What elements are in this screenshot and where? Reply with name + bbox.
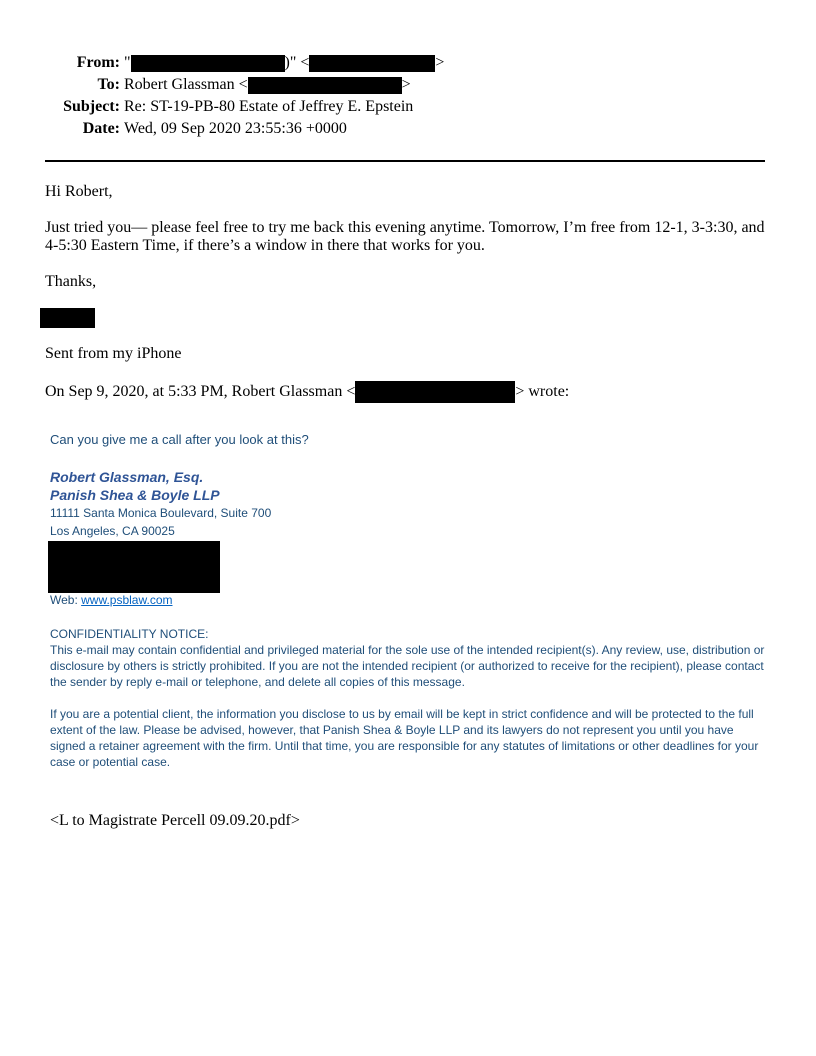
date-label: Date: <box>82 120 120 137</box>
date-value: Wed, 09 Sep 2020 23:55:36 +0000 <box>124 120 347 137</box>
redaction-box <box>355 381 515 403</box>
website-link[interactable]: www.psblaw.com <box>81 593 173 607</box>
client-notice: If you are a potential client, the information you disclose to us by email will be kept in strict confidence and will be protected to the full extent of the law. Please be advised, however, that Panish Shea & Boyle LLP and its lawyers do not represent you until you have signed a retainer agreement with the firm. Until that time, you are responsible for any statutes of limitations or other deadlines for your case or potential case. <box>50 707 759 769</box>
email-header <box>45 52 444 140</box>
web-label: Web: <box>50 593 82 607</box>
web-line <box>50 592 173 608</box>
signature-firm: Panish Shea & Boyle LLP <box>50 487 220 503</box>
sent-from: Sent from my iPhone <box>45 345 182 362</box>
to-value: Robert Glassman < <box>124 76 248 93</box>
to-suffix: > <box>401 76 411 93</box>
from-mid: )" < <box>284 54 310 71</box>
notice-title: CONFIDENTIALITY NOTICE: <box>50 627 209 641</box>
subject-value: Re: ST-19-PB-80 Estate of Jeffrey E. Epstein <box>124 98 414 115</box>
from-suffix: > <box>435 54 445 71</box>
quote-suffix: > wrote: <box>515 383 570 400</box>
attachment-name[interactable]: <L to Magistrate Percell 09.09.20.pdf> <box>50 812 300 829</box>
signature-name: Robert Glassman, Esq. <box>50 469 204 485</box>
header-divider <box>45 160 765 162</box>
quote-intro <box>45 381 770 403</box>
from-prefix: " <box>124 54 131 71</box>
from-row <box>45 52 444 74</box>
closing: Thanks, <box>45 273 97 290</box>
redaction-box <box>309 55 435 72</box>
address-line-2: Los Angeles, CA 90025 <box>50 524 175 538</box>
from-label: From: <box>76 54 120 71</box>
redaction-box <box>48 541 220 593</box>
subject-label: Subject: <box>63 98 120 115</box>
to-row <box>45 74 444 96</box>
date-row <box>45 118 444 140</box>
to-label: To: <box>97 76 120 93</box>
confidentiality-notice: This e-mail may contain confidential and privileged material for the sole use of the intended recipient(s). Any review, use, distribution or disclosure by others is strictly prohibited. If you are not the intended recipient (or authorized to receive for the recipient), please contact the sender by reply e-mail or telephone, and delete all copies of this message. <box>50 643 765 689</box>
redaction-box <box>40 308 95 328</box>
message-paragraph: Just tried you— please feel free to try me back this evening anytime. Tomorrow, I’m free from 12-1, 3-3:30, and 4-5:30 Eastern Time, if there’s a window in there that works for you. <box>45 219 765 254</box>
address-line-1: 11111 Santa Monica Boulevard, Suite 700 <box>50 506 272 520</box>
redaction-box <box>131 55 285 72</box>
quoted-question: Can you give me a call after you look at this? <box>50 432 309 447</box>
redaction-box <box>248 77 402 94</box>
greeting: Hi Robert, <box>45 183 113 200</box>
quote-prefix: On Sep 9, 2020, at 5:33 PM, Robert Glassman < <box>45 383 356 400</box>
subject-row <box>45 96 444 118</box>
